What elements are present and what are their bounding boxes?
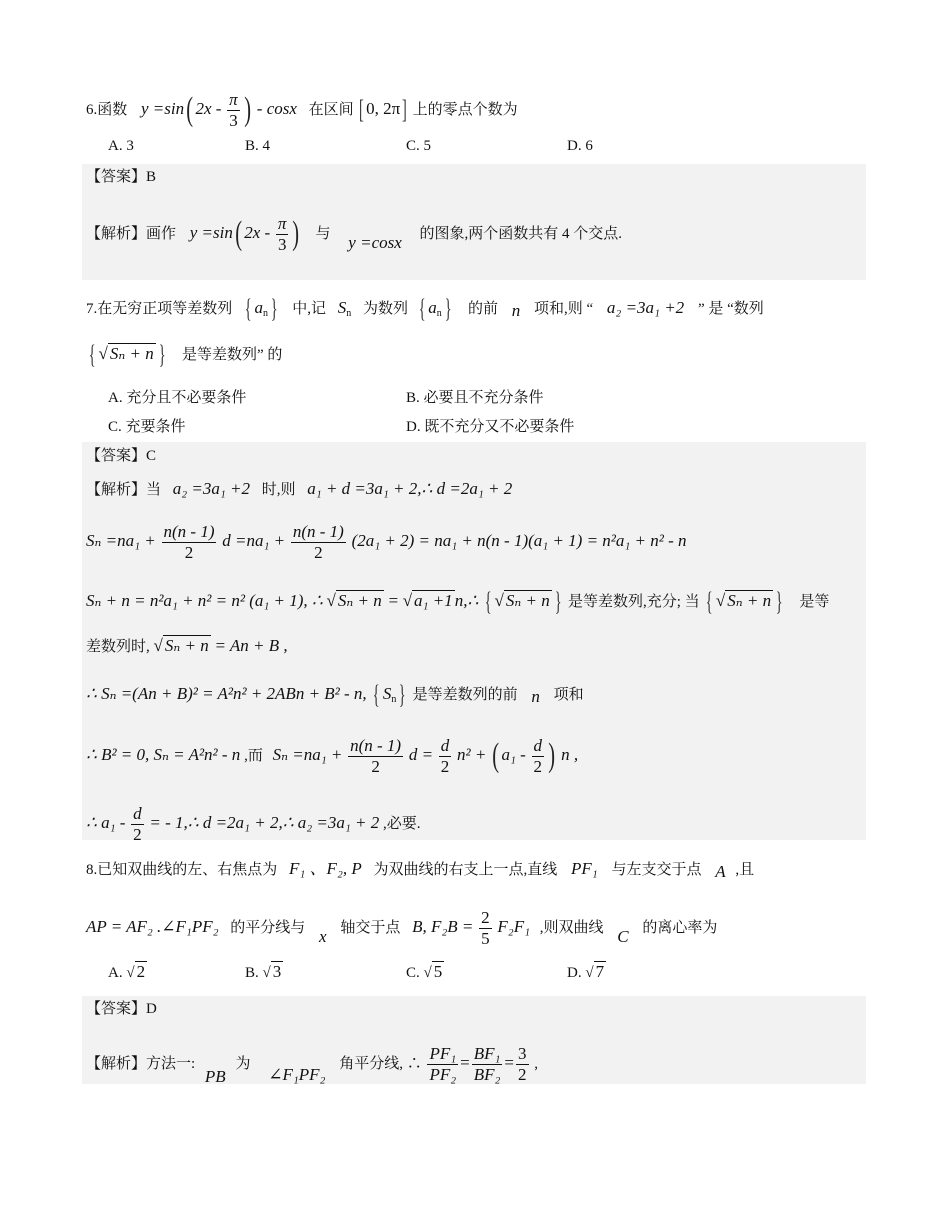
q7-an: a — [254, 298, 263, 317]
q7-sn: S — [337, 298, 347, 317]
q7-l3-sqrt: Sₙ + n — [337, 591, 382, 610]
q7-l7-b: = - 1,∴ d =2a₁ + 2,∴ a₂ =3a₁ + 2 — [149, 812, 380, 832]
q7-analysis-line5: ∴ Sₙ =(An + B)² = A²n² + 2ABn + B² - n, { $S_n$ } 是等差数列的前 n 项和 — [86, 680, 584, 709]
q7-l3-sqrt2: Sₙ + n — [505, 591, 550, 610]
q8-frac-32-den: 2 — [518, 1065, 527, 1084]
q7-text-a: 7.在无穷正项等差数列 — [86, 301, 233, 317]
q8-frac-pf-num: PF₁ — [429, 1044, 457, 1063]
q7-l3-eq: = — [387, 591, 399, 610]
q7-condition: a₂ =3a₁ +2 — [606, 298, 685, 317]
q8-angle: ∠F₁PF₂ — [268, 1064, 326, 1084]
q7-analysis-line4: 差数列时, √ Sₙ + n = An + B , — [86, 636, 288, 655]
q7-l2-den2: 2 — [314, 543, 323, 562]
q7-l2-a: Sₙ =na₁ + — [86, 530, 156, 550]
q6-analysis-frac — [276, 214, 289, 255]
q8-f2f1: F₂F₁ — [497, 916, 530, 936]
q6-frac — [227, 90, 240, 131]
q7-l3-e: 是等 — [799, 594, 830, 610]
q8-answer: 【答案】D — [86, 1001, 157, 1017]
q8-l2-f2: B, F₂B = — [412, 916, 474, 936]
q7-text-b: 中,记 — [292, 301, 326, 317]
q7-analysis-line2 — [86, 522, 687, 563]
q6-analysis-frac-num: π — [277, 214, 287, 233]
q7-l5-b: 是等差数列的前 — [412, 687, 518, 703]
q6-interval: 0, 2π — [366, 98, 401, 118]
q7-l7-a: ∴ a₁ - — [86, 812, 126, 832]
q8-option-a: A. √ 2 — [108, 962, 146, 981]
q6-option-d: D. 6 — [567, 138, 593, 154]
q8-option-a-label: A. — [108, 965, 123, 981]
q7-l6-b: ,而 — [244, 747, 263, 764]
q8-frac-den: 5 — [481, 929, 490, 948]
q7-n: n — [511, 301, 521, 320]
q8-c: C — [617, 926, 629, 946]
q7-l6-num3: d — [533, 736, 543, 755]
q7-l6-frac — [348, 736, 403, 777]
q7-l6-den2: 2 — [440, 757, 450, 776]
q7-l6-g: n , — [561, 744, 579, 764]
q6-option-a: A. 3 — [108, 138, 134, 154]
q8-option-a-root: 2 — [136, 962, 146, 981]
q7-l5-sn: S — [382, 684, 392, 703]
q7-l6-num: n(n - 1) — [350, 736, 402, 755]
q7-l7-c: ,必要. — [383, 815, 421, 832]
q6-text-c: 上的零点个数为 — [412, 101, 518, 118]
q7-l3-sqrt3: Sₙ + n — [727, 591, 772, 610]
q8-l2-b: 轴交于点 — [340, 919, 401, 936]
q7-answer: 【答案】C — [86, 448, 157, 464]
q7-an-2: a — [428, 298, 437, 317]
q8-analysis-c: 角平分线, ∴ — [339, 1055, 422, 1072]
q7-l4-a: 差数列时, — [86, 639, 150, 655]
q7-l2-num: n(n - 1) — [163, 522, 215, 541]
q8-option-d-root: 7 — [595, 962, 605, 981]
q7-analysis-line6: ∴ B² = 0, Sₙ = A²n² - n ,而 Sₙ =na₁ + $\frac{n(n - 1)}{2}$ d = $\frac{d}{2}$ n² + ( a₁ - $\frac{d}{2}$ ) n , — [86, 736, 579, 776]
q6-option-b: B. 4 — [245, 138, 271, 154]
q6-analysis-text-b: 与 — [315, 225, 331, 242]
q7-l1-cond: a₂ =3a₁ +2 — [172, 479, 251, 498]
q7-l2-den: 2 — [184, 543, 194, 562]
q7-option-c: C. 充要条件 — [108, 419, 186, 435]
q7-text-g: 是等差数列” 的 — [181, 347, 283, 363]
q7-l3-c: n,∴ — [454, 591, 479, 610]
q6-formula-inner: 2x - — [195, 98, 222, 118]
q7-l6-f: a₁ - — [501, 744, 526, 764]
q7-l5-n: n — [531, 687, 540, 706]
q8-text-c: 与左支交于点 — [611, 862, 702, 878]
q7-l1-formula: a₁ + d =3a₁ + 2,∴ d =2a₁ + 2 — [307, 479, 513, 498]
q8-analysis-b: 为 — [235, 1055, 251, 1072]
q6-analysis-frac-den: 3 — [277, 235, 287, 254]
q7-l7-frac — [131, 804, 144, 845]
q8-option-c-label: C. — [406, 965, 420, 981]
q8-l2-c: ,则双曲线 — [539, 919, 604, 936]
q8-option-c: C. √ 5 — [406, 962, 443, 981]
q7-l4-b: = An + B , — [214, 636, 288, 655]
q8-frac-num: 2 — [481, 908, 490, 927]
q7-l6-den3: 2 — [533, 757, 543, 776]
q8-stem-line2 — [86, 908, 717, 949]
q7-l4-sqrt: Sₙ + n — [164, 636, 209, 655]
q8-option-b-label: B. — [245, 965, 259, 981]
q6-stem: 6.函数 y =sin( 2x - $\frac{\pi}{3}$ ) - cosx 在区间 [ 0, 2π] 上的零点个数为 — [86, 90, 518, 130]
q6-analysis-inner: 2x - — [244, 222, 271, 242]
q8-x: x — [319, 926, 327, 946]
q7-text-e: 项和,则 “ — [534, 301, 594, 317]
q7-l7-num: d — [133, 804, 142, 823]
q7-l6-frac2 — [439, 736, 452, 777]
q6-option-c: C. 5 — [406, 138, 432, 154]
q6-answer: 【答案】B — [86, 169, 157, 185]
q8-frac-pf-den: PF₂ — [429, 1065, 457, 1084]
q7-l1-text-b: 时,则 — [261, 482, 296, 498]
q6-formula-tail: - cosx — [256, 98, 297, 118]
q7-option-b: B. 必要且不充分条件 — [406, 390, 544, 406]
q7-analysis-line3: Sₙ + n = n²a₁ + n² = n² (a₁ + 1), ∴ √ Sₙ + n = √ a₁ +1 n,∴ { √ Sₙ + n } 是等差数列,充分; 当 { √ Sₙ + n } 是等 — [86, 587, 830, 616]
q8-l2-a: 的平分线与 — [230, 919, 306, 936]
q8-frac-32 — [516, 1044, 529, 1085]
q7-analysis-line1 — [86, 479, 512, 500]
q7-stem-line2: { √ Sₙ + n } 是等差数列” 的 — [88, 340, 283, 369]
q7-l5-a: ∴ Sₙ =(An + B)² = A²n² + 2ABn + B² - n, — [86, 684, 367, 703]
q7-l6-e: n² + — [457, 744, 487, 764]
q7-l2-c: (2a₁ + 2) = na₁ + n(n - 1)(a₁ + 1) = n²a₁ + n² - n — [351, 530, 687, 550]
q7-option-a: A. 充分且不必要条件 — [108, 390, 247, 406]
q7-text-d: 的前 — [467, 301, 498, 317]
q6-text-b: 在区间 — [308, 101, 354, 118]
q8-pf1: PF₁ — [571, 859, 598, 878]
q7-l6-a: ∴ B² = 0, Sₙ = A²n² - n — [86, 744, 241, 764]
q6-analysis-f1: y =sin — [189, 222, 233, 242]
q8-option-b: B. √ 3 — [245, 962, 282, 981]
q7-l2-num2: n(n - 1) — [292, 522, 344, 541]
q7-l6-frac3 — [532, 736, 545, 777]
q8-l2-d: 的离心率为 — [642, 919, 718, 936]
q8-l2-formula: AP = AF₂ .∠F₁PF₂ — [86, 916, 219, 936]
q8-stem-line1 — [86, 859, 754, 880]
q6-frac-den: 3 — [229, 111, 238, 130]
q6-analysis-f2: y =cosx — [348, 232, 402, 252]
q8-text-a: 8.已知双曲线的左、右焦点为 — [86, 862, 278, 878]
q7-stem-line1: 7.在无穷正项等差数列 { $a_n$ } 中,记 $S_n$ 为数列 { $a_n$ } 的前 n 项和,则 “ a₂ =3a₁ +2 ” 是 “数列 — [86, 294, 764, 323]
q6-frac-num: π — [229, 90, 238, 109]
q8-analysis-d: , — [534, 1055, 539, 1072]
q8-frac-bf-den: BF₂ — [473, 1065, 501, 1084]
q7-l6-den: 2 — [371, 757, 380, 776]
q6-text: 6.函数 — [86, 101, 128, 118]
q7-analysis-line7 — [86, 804, 421, 845]
q7-l1-text: 【解析】当 — [86, 482, 162, 498]
q7-l2-frac — [162, 522, 217, 563]
q7-option-d: D. 既不充分又不必要条件 — [406, 419, 575, 435]
q8-a: A — [715, 862, 726, 881]
q7-text-f: ” 是 “数列 — [697, 301, 764, 317]
q8-option-b-root: 3 — [272, 962, 282, 981]
q7-l2-frac2 — [291, 522, 346, 563]
q7-l3-d: 是等差数列,充分; 当 — [567, 594, 700, 610]
q8-option-d-label: D. — [567, 965, 582, 981]
q8-option-c-root: 5 — [433, 962, 443, 981]
q7-l6-num2: d — [440, 736, 450, 755]
q8-frac-bf — [472, 1044, 503, 1085]
q8-frac-bf-num: BF₁ — [473, 1044, 501, 1063]
q7-sqrt-expr: Sₙ + n — [109, 344, 154, 363]
q7-l2-b: d =na₁ + — [222, 530, 286, 550]
q8-analysis-a: 【解析】方法一: — [86, 1055, 196, 1072]
q8-text-d: ,且 — [735, 862, 755, 878]
q8-f1f2p: F₁ 、F₂, P — [289, 859, 362, 878]
q6-analysis-text: 【解析】画作 — [86, 225, 177, 242]
q8-pb: PB — [204, 1066, 226, 1086]
q8-frac — [479, 908, 492, 949]
q7-l3-sqrt-a1: a₁ +1 — [414, 591, 453, 610]
q6-formula: y =sin — [141, 98, 185, 118]
q7-text-c: 为数列 — [363, 301, 409, 317]
q8-analysis: 【解析】方法一: PB 为 ∠F₁PF₂ 角平分线, ∴ $\frac{\text{PF₁}}{\text{PF₂}}$ = $\frac{\text{BF₁}}{\text{BF₂}}$ = $\frac{3}{2}$ , — [86, 1044, 539, 1086]
q7-l5-c: 项和 — [553, 687, 584, 703]
q7-l7-den: 2 — [133, 825, 142, 844]
q6-analysis: 【解析】画作 y =sin( 2x - $\frac{\pi}{3}$ ) 与 y =cosx 的图象,两个函数共有 4 个交点. — [86, 214, 623, 254]
q7-l6-d: d = — [408, 744, 434, 764]
q8-frac-32-num: 3 — [518, 1044, 527, 1063]
q7-l3-a: Sₙ + n = n²a₁ + n² = n² (a₁ + 1), ∴ — [86, 591, 323, 610]
q8-frac-pf — [427, 1044, 458, 1085]
q8-option-d: D. √ 7 — [567, 962, 605, 981]
q7-l6-c: Sₙ =na₁ + — [272, 744, 343, 764]
q8-text-b: 为双曲线的右支上一点,直线 — [373, 862, 558, 878]
q6-analysis-text-c: 的图象,两个函数共有 4 个交点. — [419, 225, 623, 242]
